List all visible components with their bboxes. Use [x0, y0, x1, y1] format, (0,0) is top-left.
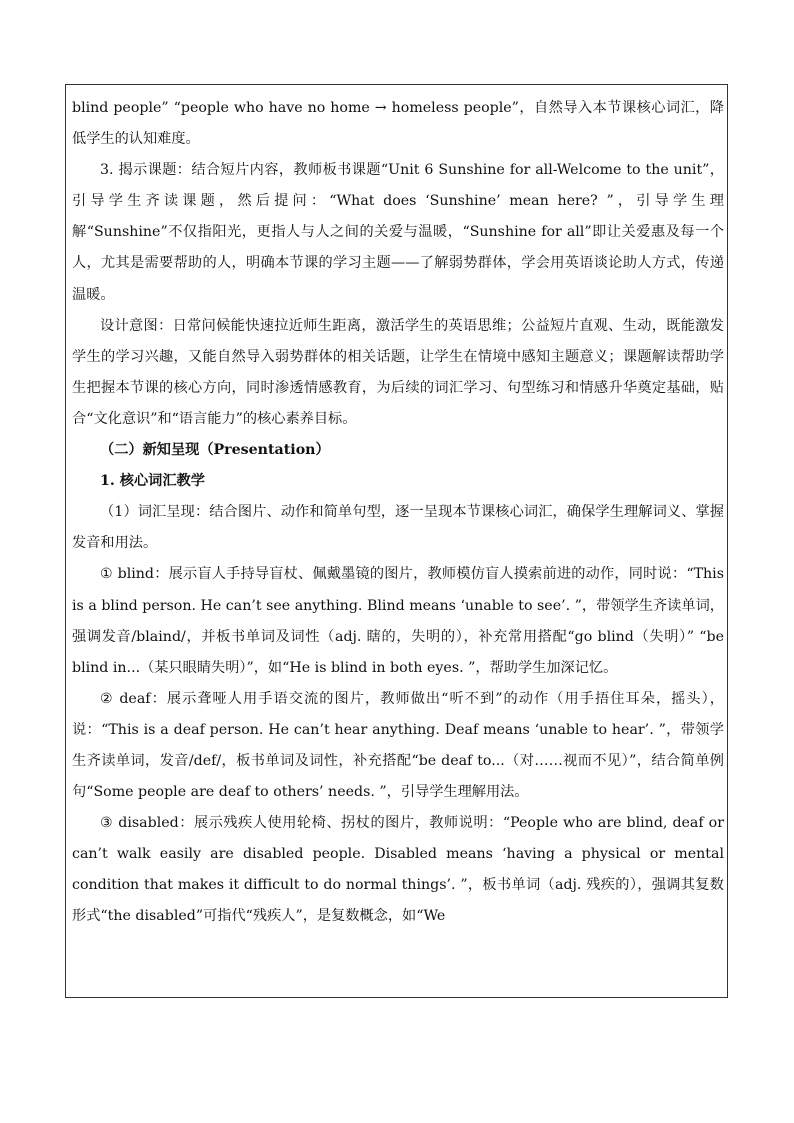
paragraph-word-deaf: ② deaf：展示聋哑人用手语交流的图片，教师做出“听不到”的动作（用手捂住耳朵，摇头），说：“This is a deaf person. He can’t hear anything. Deaf means ‘unable to hear’. ”，带领学生齐读单词，发音/def/，板书单词及词性，补充搭配“be deaf to...（对……视而不见）”，结合简单例句“Some people are deaf to others’ needs. ”，引导学生理解用法。 — [72, 690, 724, 801]
subheading-core-vocabulary: 1. 核心词汇教学 — [100, 473, 205, 490]
paragraph-design-intent: 设计意图：日常问候能快速拉近师生距离，激活学生的英语思维；公益短片直观、生动，既能激发学生的学习兴趣，又能自然导入弱势群体的相关话题，让学生在情境中感知主题意义；课题解读帮助学生把握本节课的核心方向，同时渗透情感教育，为后续的词汇学习、句型练习和情感升华奠定基础，贴合“文化意识”和“语言能力”的核心素养目标。 — [72, 317, 724, 427]
paragraph-word-blind: ① blind：展示盲人手持导盲杖、佩戴墨镜的图片，教师模仿盲人摸索前进的动作，同时说：“This is a blind person. He can’t see anything. Blind means ‘unable to see’. ”，带领学生齐读单词，强调发音/blaind/，并板书单词及词性（adj. 瞎的，失明的），补充常用搭配“go blind（失明）” “be blind in...（某只眼睛失明）”，如“He is blind in both eyes. ”，帮助学生加深记忆。 — [72, 566, 724, 676]
paragraph-reveal-topic: 3. 揭示课题：结合短片内容，教师板书课题“Unit 6 Sunshine for all-Welcome to the unit”，引导学生齐读课题，然后提问：“What does ‘Sunshine’ mean here? ”，引导学生理解“Sunshine”不仅指阳光，更指人与人之间的关爱与温暖，“Sunshine for all”即让关爱惠及每一个人，尤其是需要帮助的人，明确本节课的学习主题——了解弱势群体，学会用英语谈论助人方式，传递温暖。 — [72, 162, 724, 303]
lesson-plan-content — [72, 93, 724, 933]
paragraph-word-disabled: ③ disabled：展示残疾人使用轮椅、拐杖的图片，教师说明：“People who are blind, deaf or can’t walk easily are disabled people. Disabled means ‘having a physical or mental condition that makes it difficult to do normal things’. ”，板书单词（adj. 残疾的），强调其复数形式“the disabled”可指代“残疾人”，是复数概念，如“We — [72, 815, 724, 925]
section-heading-presentation: （二）新知呈现（Presentation） — [100, 442, 330, 459]
paragraph-vocab-presentation: （1）词汇呈现：结合图片、动作和简单句型，逐一呈现本节课核心词汇，确保学生理解词义、掌握发音和用法。 — [72, 504, 724, 552]
paragraph-intro-continued: blind people” “people who have no home → homeless people”，自然导入本节课核心词汇，降低学生的认知难度。 — [72, 100, 724, 148]
